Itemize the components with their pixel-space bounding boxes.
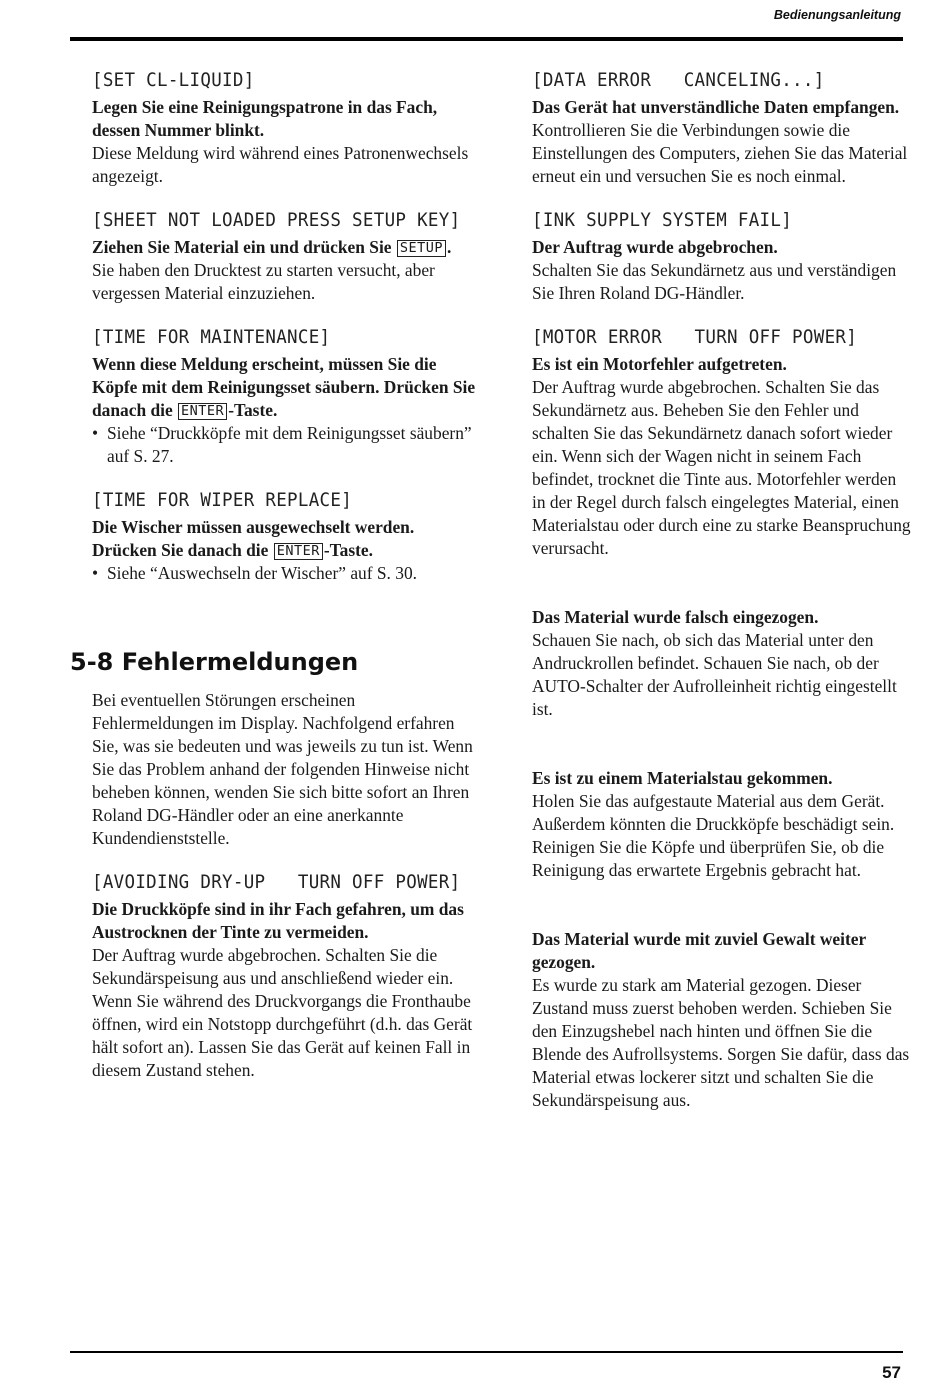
display-message-code: [SHEET NOT LOADED PRESS SETUP KEY]: [92, 210, 461, 232]
display-message-code: [SET CL-LIQUID]: [92, 70, 255, 92]
message-text: Der Auftrag wurde abgebrochen. Schalten Sie die Sekundärspeisung aus und anschließend wieder ein. Wenn Sie während des Druckvorgangs die Fronthaube öffnen, wird ein Notstopp durchgeführt (d.h. das Gerät hält sofort an). Lassen Sie das Gerät auf keinen Fall in diesem Zustand stehen.: [92, 945, 473, 1080]
cause-text: Schauen Sie nach, ob sich das Material unter den Andruckrollen befindet. Schauen Sie nach, ob der AUTO-Schalter der Aufrolleinheit richtig eingestellt ist.: [532, 630, 897, 719]
display-message-code: [DATA ERROR CANCELING...]: [532, 70, 825, 92]
message-lead: Der Auftrag wurde abgebrochen.: [532, 237, 778, 257]
cause-lead: Es ist zu einem Materialstau gekommen.: [532, 768, 833, 788]
message-lead: [92, 353, 477, 422]
message-lead: Es ist ein Motorfehler aufgetreten.: [532, 354, 787, 374]
page-number: 57: [882, 1363, 901, 1382]
message-text: Kontrollieren Sie die Verbindungen sowie die Einstellungen des Computers, ziehen Sie das Material erneut ein und versuchen Sie es noch einmal.: [532, 120, 908, 186]
message-set-cl-liquid: [92, 68, 477, 188]
message-time-for-wiper-replace: [92, 488, 477, 585]
message-data-error: [532, 68, 912, 188]
message-lead-suffix: -Taste.: [323, 540, 373, 560]
section-heading: 5-8 Fehlermeldungen: [70, 648, 359, 676]
left-column: [92, 68, 477, 605]
message-lead-text: Wenn diese Meldung erscheint, müssen Sie die Köpfe mit dem Reinigungsset säubern. Drücken Sie danach die: [92, 354, 476, 420]
message-lead-text: Die Wischer müssen ausgewechselt werden. Drücken Sie danach die: [92, 517, 415, 560]
cause-lead: Das Material wurde falsch eingezogen.: [532, 607, 819, 627]
cause-text: Es wurde zu stark am Material gezogen. Dieser Zustand muss zuerst behoben werden. Schieben Sie den Einzugshebel nach hinten und öffnen Sie die Blende des Aufrollsystems. Sorgen Sie dafür, dass das Material etwas lockerer sitzt und schalten Sie die Sekundärspeisung aus.: [532, 975, 910, 1110]
display-message-code: [MOTOR ERROR TURN OFF POWER]: [532, 327, 858, 349]
display-message-code: [TIME FOR WIPER REPLACE]: [92, 490, 353, 512]
running-header-title: Bedienungsanleitung: [773, 8, 901, 22]
right-column: [532, 68, 912, 1132]
message-time-for-maintenance: [92, 325, 477, 468]
message-lead: Das Gerät hat unverständliche Daten empfangen.: [532, 97, 900, 117]
reference-bullet: • Siehe “Druckköpfe mit dem Reinigungsset säubern” auf S. 27.: [92, 422, 477, 468]
reference-bullet: • Siehe “Auswechseln der Wischer” auf S. 30.: [92, 562, 477, 585]
message-avoiding-dry-up: [92, 870, 477, 1082]
enter-key: ENTER: [274, 543, 323, 560]
message-lead-suffix: .: [447, 237, 452, 257]
message-lead: [92, 236, 477, 259]
section-intro: [92, 689, 477, 850]
section-body: [92, 689, 477, 1102]
intro-text: Bei eventuellen Störungen erscheinen Fehlermeldungen im Display. Nachfolgend erfahren Sie, was sie bedeuten und was jeweils zu tun ist. Wenn Sie das Problem anhand der folgenden Hinweise nicht beheben können, wenden Sie sich bitte sofort an Ihren Roland DG-Händler oder an eine anerkannte Kundendienststelle.: [92, 690, 473, 848]
cause-material-jam: [532, 767, 912, 882]
message-lead-text: Ziehen Sie Material ein und drücken Sie: [92, 237, 396, 257]
message-lead: Die Druckköpfe sind in ihr Fach gefahren, um das Austrocknen der Tinte zu vermeiden.: [92, 899, 464, 942]
display-message-code: [INK SUPPLY SYSTEM FAIL]: [532, 210, 793, 232]
enter-key: ENTER: [178, 403, 227, 420]
cause-material-pulled: [532, 928, 912, 1112]
message-lead: [92, 516, 477, 562]
message-lead: Legen Sie eine Reinigungspatrone in das Fach, dessen Nummer blinkt.: [92, 97, 438, 140]
message-ink-supply-system-fail: [532, 208, 912, 305]
message-sheet-not-loaded: [92, 208, 477, 305]
display-message-code: [AVOIDING DRY-UP TURN OFF POWER]: [92, 872, 461, 894]
message-text: Diese Meldung wird während eines Patronenwechsels angezeigt.: [92, 143, 469, 186]
message-text: Schalten Sie das Sekundärnetz aus und verständigen Sie Ihren Roland DG-Händler.: [532, 260, 897, 303]
cause-text: Holen Sie das aufgestaute Material aus dem Gerät. Außerdem könnten die Druckköpfe beschädigt sein. Reinigen Sie die Köpfe und überprüfen Sie, ob die Reinigung das erwartete Ergebnis gebracht hat.: [532, 791, 895, 880]
display-message-code: [TIME FOR MAINTENANCE]: [92, 327, 331, 349]
message-text: Der Auftrag wurde abgebrochen. Schalten Sie das Sekundärnetz aus. Beheben Sie den Fehler und schalten Sie das Sekundärnetz danach sofort wieder ein. Wenn sich der Wagen nicht in seinem Fach befindet, trocknet die Tinte aus. Motorfehler werden in der Regel durch falsch eingelegtes Material, einen Materialstau oder durch eine zu starke Beanspruchung verursacht.: [532, 377, 911, 558]
message-text: Sie haben den Drucktest zu starten versucht, aber vergessen Material einzuziehen.: [92, 260, 435, 303]
message-motor-error: [532, 325, 912, 560]
setup-key: SETUP: [397, 240, 446, 257]
header-rule: [70, 37, 903, 41]
cause-material-misfed: [532, 606, 912, 721]
cause-lead: Das Material wurde mit zuviel Gewalt weiter gezogen.: [532, 929, 866, 972]
message-lead-suffix: -Taste.: [228, 400, 278, 420]
footer-rule: [70, 1351, 903, 1353]
